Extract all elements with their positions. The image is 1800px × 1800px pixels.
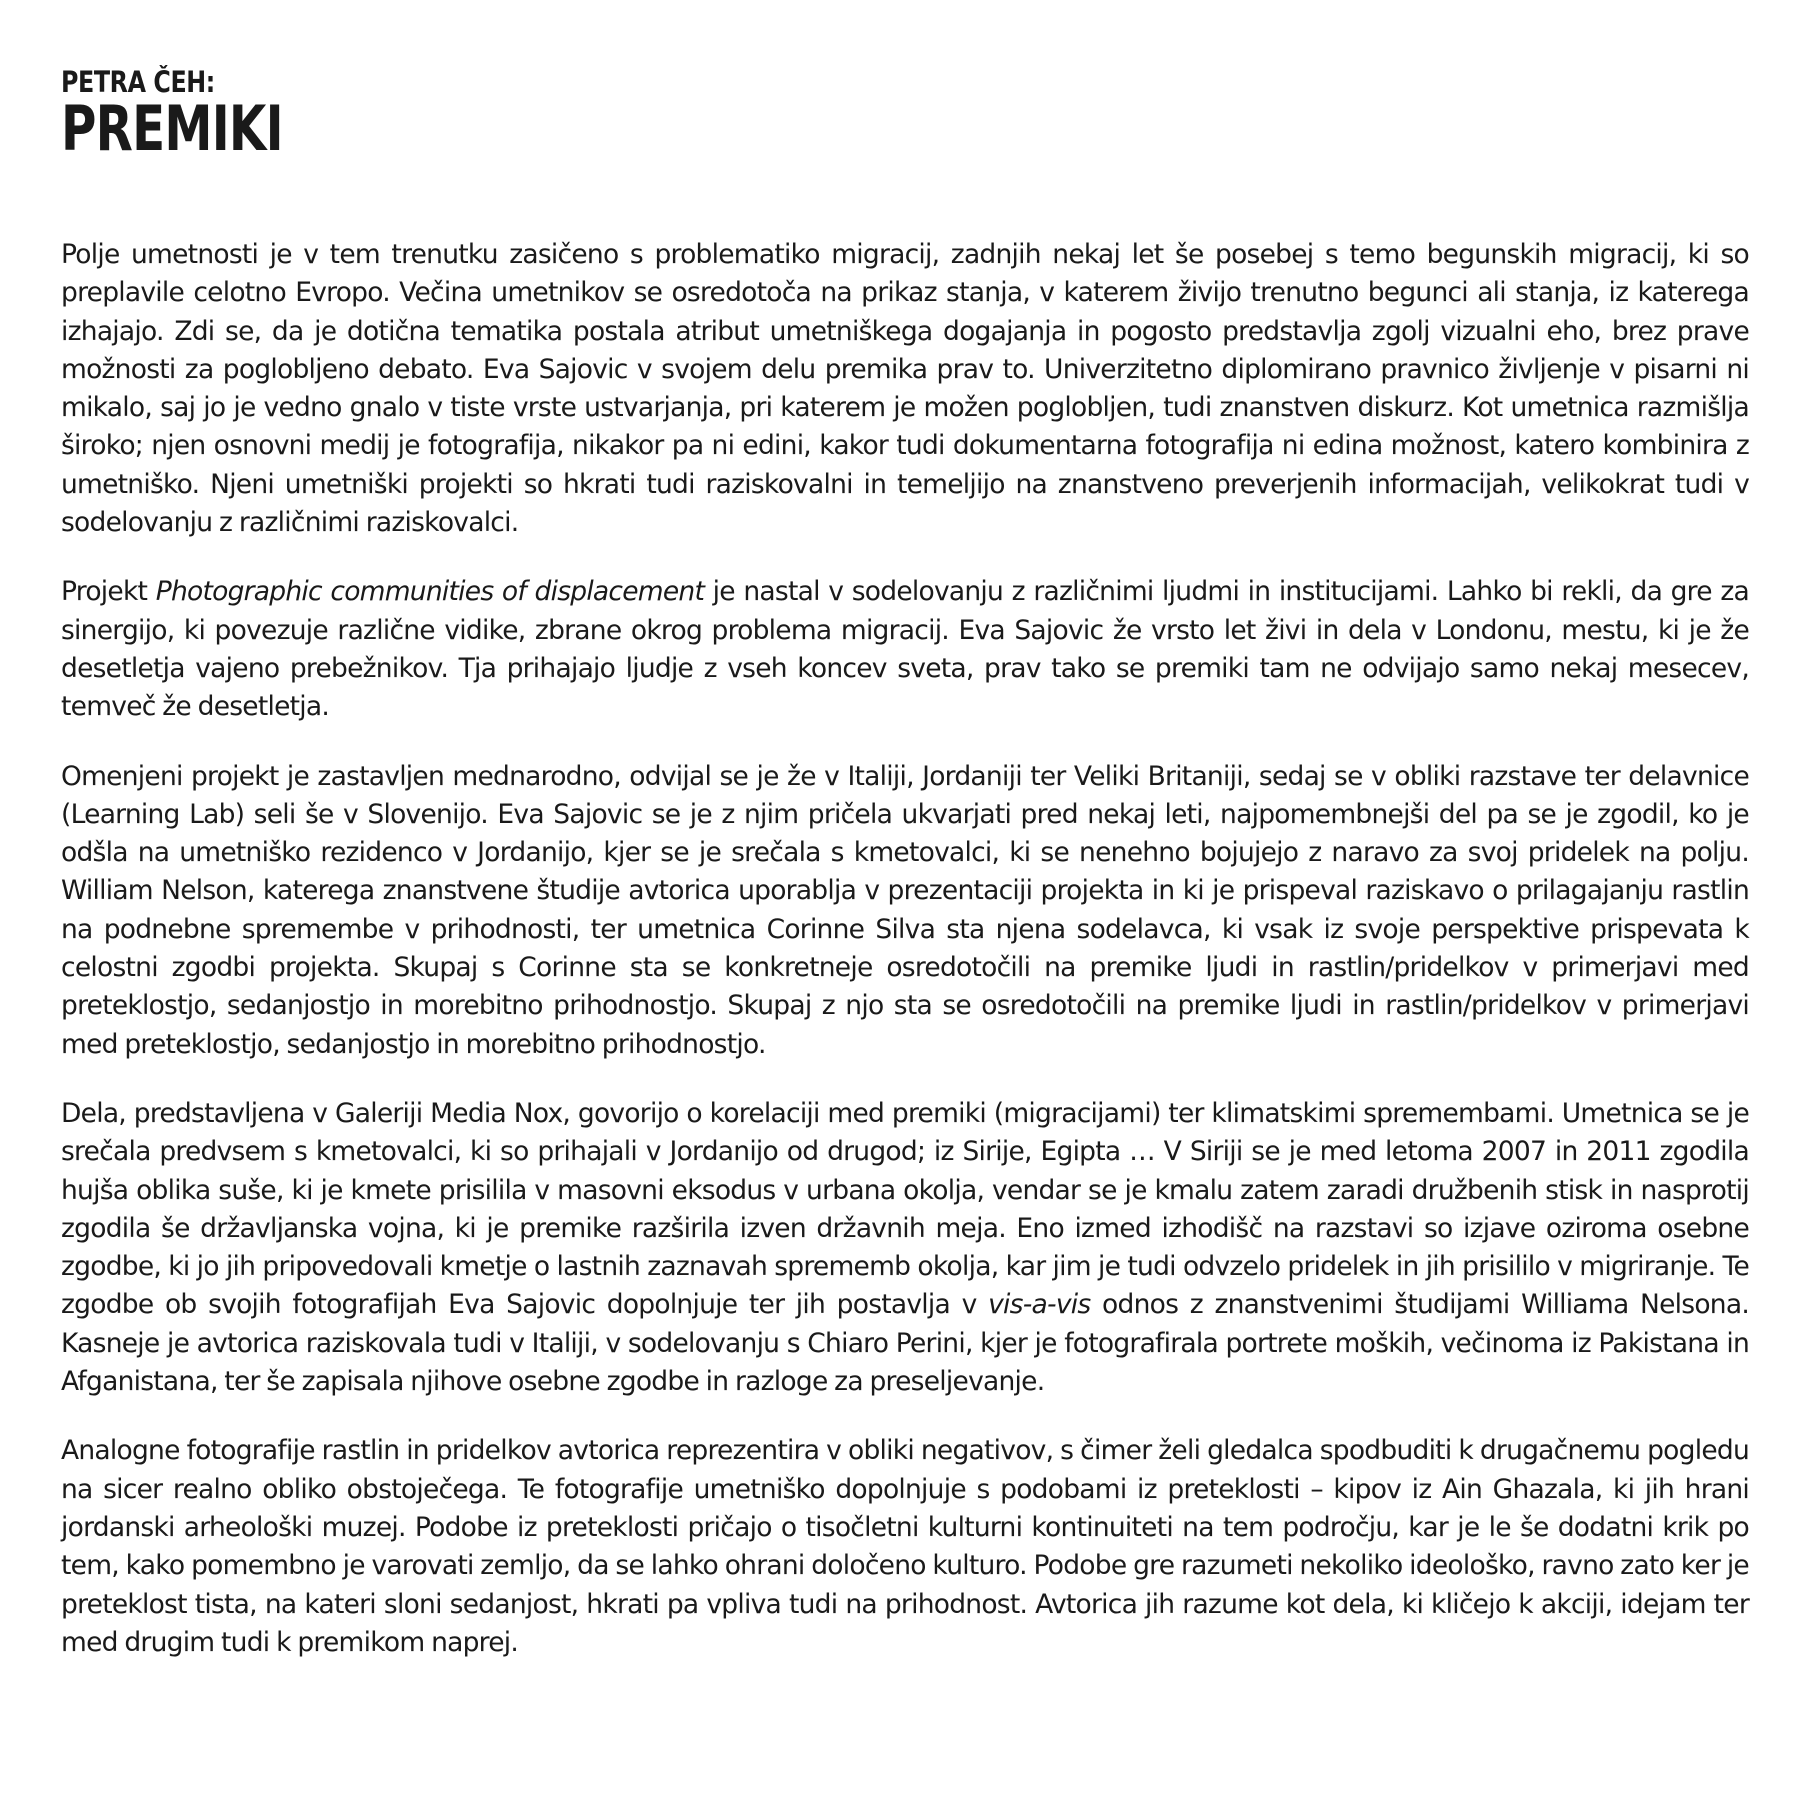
author-heading: PETRA ČEH: [61,65,215,99]
paragraph-2-text-start: Projekt [61,576,156,608]
paragraph-3: Omenjeni projekt je zastavljen mednarodno, odvijal se je že v Italiji, Jordaniji ter Veliki Britaniji, sedaj se v obliki razstave ter delavnice (Learning Lab) seli še v Slovenijo. Eva Sajovic se je z njim pričela ukvarjati pred nekaj leti, najpomembnejši del pa se je zgodil, ko je odšla na umetniško rezidenco v Jordanijo, kjer se je srečala s kmetovalci, ki se nenehno bojujejo z naravo za svoj pridelek na polju. William Nelson, katerega znanstvene študije avtorica uporablja v prezentaciji projekta in ki je prispeval raziskavo o prilagajanju rastlin na podnebne spremembe v prihodnosti, ter umetnica Corinne Silva sta njena sodelavca, ki vsak iz svoje perspektive prispevata k celostni zgodbi projekta. Skupaj s Corinne sta se konkretneje osredotočili na premike ljudi in rastlin/pridelkov v primerjavi med preteklostjo, sedanjostjo in morebitno prihodnostjo. Skupaj z njo sta se osredotočili na premike ljudi in rastlin/pridelkov v primerjavi med preteklostjo, sedanjostjo in morebitno prihodnostjo. [61,760,1749,1060]
vis-a-vis-term: vis-a-vis [988,1289,1091,1321]
paragraph-4-text-start: Dela, predstavljena v Galeriji Media Nox, govorijo o korelaciji med premiki (migracijami) ter klimatskimi spremembami. Umetnica se je srečala predvsem s kmetovalci, ki so prihajali v Jordanijo od drugod; iz Sirije, Egipta … V Siriji se je med letoma 2007 in 2011 zgodila hujša oblika suše, ki je kmete prisilila v masovni eksodus v urbana okolja, vendar se je kmalu zatem zaradi družbenih stisk in nasprotij zgodila še državljanska vojna, ki je premike razširila izven državnih meja. Eno izmed izhodišč na razstavi so izjave oziroma osebne zgodbe, ki jo jih pripovedovali kmetje o lastnih zaznavah sprememb okolja, kar jim je tudi odvzelo pridelek in jih prisililo v migriranje. Te zgodbe ob svojih fotografijah Eva Sajovic dopolnjuje ter jih postavlja v [61,1097,1749,1321]
paragraph-2 [61,573,1749,726]
paragraph-4-text-end: odnos z znanstvenimi študijami Williama Nelsona. Kasneje je avtorica raziskovala tudi v Italiji, v sodelovanju s Chiaro Perini, kjer je fotografirala portrete moških, večinoma iz Pakistana in Afganistana, ter še zapisala njihove osebne zgodbe in razloge za preseljevanje. [61,1289,1749,1398]
project-title: Photographic communities of displacement [155,576,705,608]
paragraph-4 [61,1095,1749,1401]
paragraph-1: Polje umetnosti je v tem trenutku zasičeno s problematiko migracij, zadnjih nekaj let še posebej s temo begunskih migracij, ki so preplavile celotno Evropo. Večina umetnikov se osredotoča na prikaz stanja, v katerem živijo trenutno begunci ali stanja, iz katerega izhajajo. Zdi se, da je dotična tematika postala atribut umetniškega dogajanja in pogosto predstavlja zgolj vizualni eho, brez prave možnosti za poglobljeno debato. Eva Sajovic v svojem delu premika prav to. Univerzitetno diplomirano pravnico življenje v pisarni ni mikalo, saj jo je vedno gnalo v tiste vrste ustvarjanja, pri katerem je možen poglobljen, tudi znanstven diskurz. Kot umetnica razmišlja široko; njen osnovni medij je fotografija, nikakor pa ni edini, kakor tudi dokumentarna fotografija ni edina možnost, katero kombinira z umetniško. Njeni umetniški projekti so hkrati tudi raziskovalni in temeljijo na znanstveno preverjenih informacijah, velikokrat tudi v sodelovanju z različnimi raziskovalci. [61,239,1749,539]
paragraph-2-text-end: je nastal v sodelovanju z različnimi ljudmi in institucijami. Lahko bi rekli, da gre za sinergijo, ki povezuje različne vidike, zbrane okrog problema migracij. Eva Sajovic že vrsto let živi in dela v Londonu, mestu, ki je že desetletja vajeno prebežnikov. Tja prihajajo ljudje z vseh koncev sveta, prav tako se premiki tam ne odvijajo samo nekaj mesecev, temveč že desetletja. [61,576,1749,723]
page-title: PREMIKI [61,92,283,165]
document-page [61,66,1749,1693]
article-body [61,236,1749,1662]
paragraph-5: Analogne fotografije rastlin in pridelkov avtorica reprezentira v obliki negativov, s čimer želi gledalca spodbuditi k drugačnemu pogledu na sicer realno obliko obstoječega. Te fotografije umetniško dopolnjuje s podobami iz preteklosti – kipov iz Ain Ghazala, ki jih hrani jordanski arheološki muzej. Podobe iz preteklosti pričajo o tisočletni kulturni kontinuiteti na tem področju, kar je le še dodatni krik po tem, kako pomembno je varovati zemljo, da se lahko ohrani določeno kulturo. Podobe gre razumeti nekoliko ideološko, ravno zato ker je preteklost tista, na kateri sloni sedanjost, hkrati pa vpliva tudi na prihodnost. Avtorica jih razume kot dela, ki kličejo k akciji, idejam ter med drugim tudi k premikom naprej. [61,1435,1749,1658]
